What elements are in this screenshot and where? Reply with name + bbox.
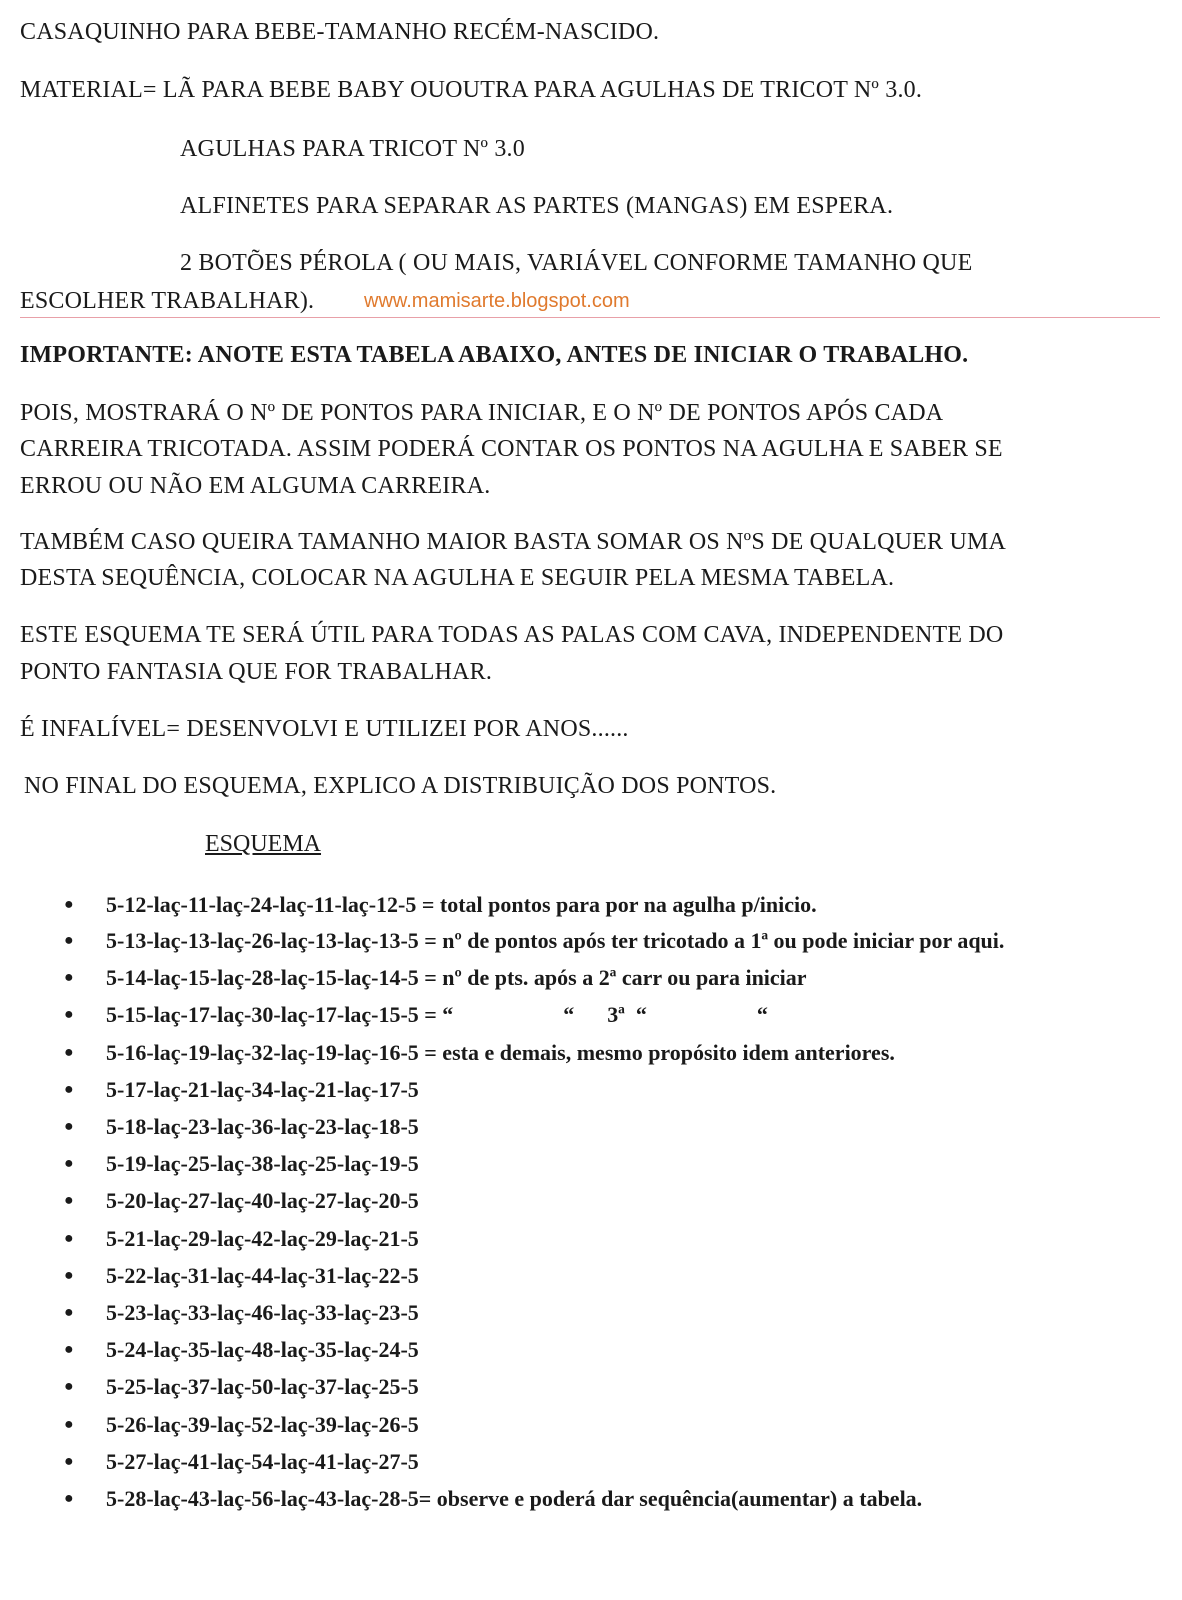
separator-rule: [20, 317, 1160, 318]
paragraph-4: É INFALÍVEL= DESENVOLVI E UTILIZEI POR ANOS......: [20, 716, 629, 742]
bullet-icon: ●: [64, 932, 74, 950]
important-notice: IMPORTANTE: ANOTE ESTA TABELA ABAIXO, ANTES DE INICIAR O TRABALHO.: [20, 342, 969, 368]
blog-watermark: www.mamisarte.blogspot.com: [364, 290, 630, 312]
esquema-item: [60, 959, 1160, 996]
esquema-item: [60, 1368, 1160, 1405]
esquema-item-text: 5-28-laç-43-laç-56-laç-43-laç-28-5= observe e poderá dar sequência(aumentar) a tabela.: [106, 1486, 923, 1512]
esquema-item-text: 5-21-laç-29-laç-42-laç-29-laç-21-5: [106, 1225, 419, 1251]
paragraph-3-line-2: PONTO FANTASIA QUE FOR TRABALHAR.: [20, 659, 493, 685]
esquema-item-text: 5-19-laç-25-laç-38-laç-25-laç-19-5: [106, 1151, 419, 1177]
esquema-item-text: 5-23-laç-33-laç-46-laç-33-laç-23-5: [106, 1300, 419, 1326]
bullet-icon: ●: [64, 1415, 74, 1433]
esquema-item-text: 5-26-laç-39-laç-52-laç-39-laç-26-5: [106, 1411, 419, 1437]
esquema-item-text: 5-14-laç-15-laç-28-laç-15-laç-14-5 = nº de pts. após a 2ª carr ou para iniciar: [106, 965, 807, 991]
material-line-2: AGULHAS PARA TRICOT Nº 3.0: [180, 136, 525, 162]
bullet-icon: ●: [64, 1304, 74, 1322]
paragraph-3-line-1: ESTE ESQUEMA TE SERÁ ÚTIL PARA TODAS AS PALAS COM CAVA, INDEPENDENTE DO: [20, 622, 1004, 648]
esquema-item: [60, 1257, 1160, 1294]
esquema-heading: ESQUEMA: [205, 831, 322, 857]
material-line-1: MATERIAL= LÃ PARA BEBE BABY OUOUTRA PARA AGULHAS DE TRICOT Nº 3.0.: [20, 77, 923, 103]
bullet-icon: ●: [64, 969, 74, 987]
bullet-icon: ●: [64, 1266, 74, 1284]
bullet-icon: ●: [64, 1452, 74, 1470]
esquema-item-text: 5-12-laç-11-laç-24-laç-11-laç-12-5 = total pontos para por na agulha p/inicio.: [106, 892, 817, 917]
esquema-item-text: 5-22-laç-31-laç-44-laç-31-laç-22-5: [106, 1262, 419, 1288]
paragraph-1-line-2: CARREIRA TRICOTADA. ASSIM PODERÁ CONTAR OS PONTOS NA AGULHA E SABER SE: [20, 436, 1003, 462]
paragraph-2-line-1: TAMBÉM CASO QUEIRA TAMANHO MAIOR BASTA SOMAR OS NºS DE QUALQUER UMA: [20, 529, 1007, 555]
esquema-item: [60, 1071, 1160, 1108]
bullet-icon: ●: [64, 1155, 74, 1173]
esquema-item-text: 5-20-laç-27-laç-40-laç-27-laç-20-5: [106, 1188, 419, 1214]
esquema-item: [60, 996, 1160, 1033]
bullet-icon: ●: [64, 1192, 74, 1210]
bullet-icon: ●: [64, 1118, 74, 1136]
esquema-item: [60, 1406, 1160, 1443]
esquema-item: [60, 1294, 1160, 1331]
esquema-item: [60, 1182, 1160, 1219]
material-line-4b: ESCOLHER TRABALHAR).: [20, 288, 315, 314]
bullet-icon: ●: [64, 1229, 74, 1247]
esquema-item-text: 5-25-laç-37-laç-50-laç-37-laç-25-5: [106, 1374, 419, 1400]
bullet-icon: ●: [64, 1341, 74, 1359]
paragraph-5: NO FINAL DO ESQUEMA, EXPLICO A DISTRIBUIÇÃO DOS PONTOS.: [24, 773, 777, 799]
esquema-item: [60, 1443, 1160, 1480]
esquema-item-text: 5-27-laç-41-laç-54-laç-41-laç-27-5: [106, 1448, 419, 1474]
bullet-icon: ●: [64, 1080, 74, 1098]
bullet-icon: ●: [64, 1043, 74, 1061]
esquema-item-text: 5-16-laç-19-laç-32-laç-19-laç-16-5 = esta e demais, mesmo propósito idem anteriores.: [106, 1039, 895, 1065]
material-line-4a: 2 BOTÕES PÉROLA ( OU MAIS, VARIÁVEL CONFORME TAMANHO QUE: [180, 250, 973, 276]
esquema-item: [60, 923, 1160, 959]
esquema-item-text: 5-13-laç-13-laç-26-laç-13-laç-13-5 = nº de pontos após ter tricotado a 1ª ou pode iniciar por aqui.: [106, 928, 1005, 954]
esquema-item: [60, 886, 1160, 923]
esquema-item: [60, 1145, 1160, 1182]
paragraph-1-line-3: ERROU OU NÃO EM ALGUMA CARREIRA.: [20, 473, 491, 499]
paragraph-2-line-2: DESTA SEQUÊNCIA, COLOCAR NA AGULHA E SEGUIR PELA MESMA TABELA.: [20, 565, 895, 591]
esquema-item-text: 5-18-laç-23-laç-36-laç-23-laç-18-5: [106, 1114, 419, 1140]
esquema-item: [60, 1220, 1160, 1257]
esquema-item-text: 5-17-laç-21-laç-34-laç-21-laç-17-5: [106, 1076, 419, 1102]
document-title: CASAQUINHO PARA BEBE-TAMANHO RECÉM-NASCIDO.: [20, 19, 660, 45]
bullet-icon: ●: [64, 896, 74, 913]
bullet-icon: ●: [64, 1006, 74, 1024]
paragraph-1-line-1: POIS, MOSTRARÁ O Nº DE PONTOS PARA INICIAR, E O Nº DE PONTOS APÓS CADA: [20, 400, 944, 426]
esquema-item: [60, 1034, 1160, 1071]
esquema-item-text: 5-15-laç-17-laç-30-laç-17-laç-15-5 = “ “ 3ª “ “: [106, 1002, 768, 1028]
esquema-list: [60, 886, 1160, 1517]
bullet-icon: ●: [64, 1490, 74, 1508]
esquema-item: [60, 1108, 1160, 1145]
material-line-3: ALFINETES PARA SEPARAR AS PARTES (MANGAS) EM ESPERA.: [180, 193, 894, 219]
bullet-icon: ●: [64, 1378, 74, 1396]
esquema-item-text: 5-24-laç-35-laç-48-laç-35-laç-24-5: [106, 1337, 419, 1363]
esquema-item: [60, 1331, 1160, 1368]
esquema-item: [60, 1480, 1160, 1517]
